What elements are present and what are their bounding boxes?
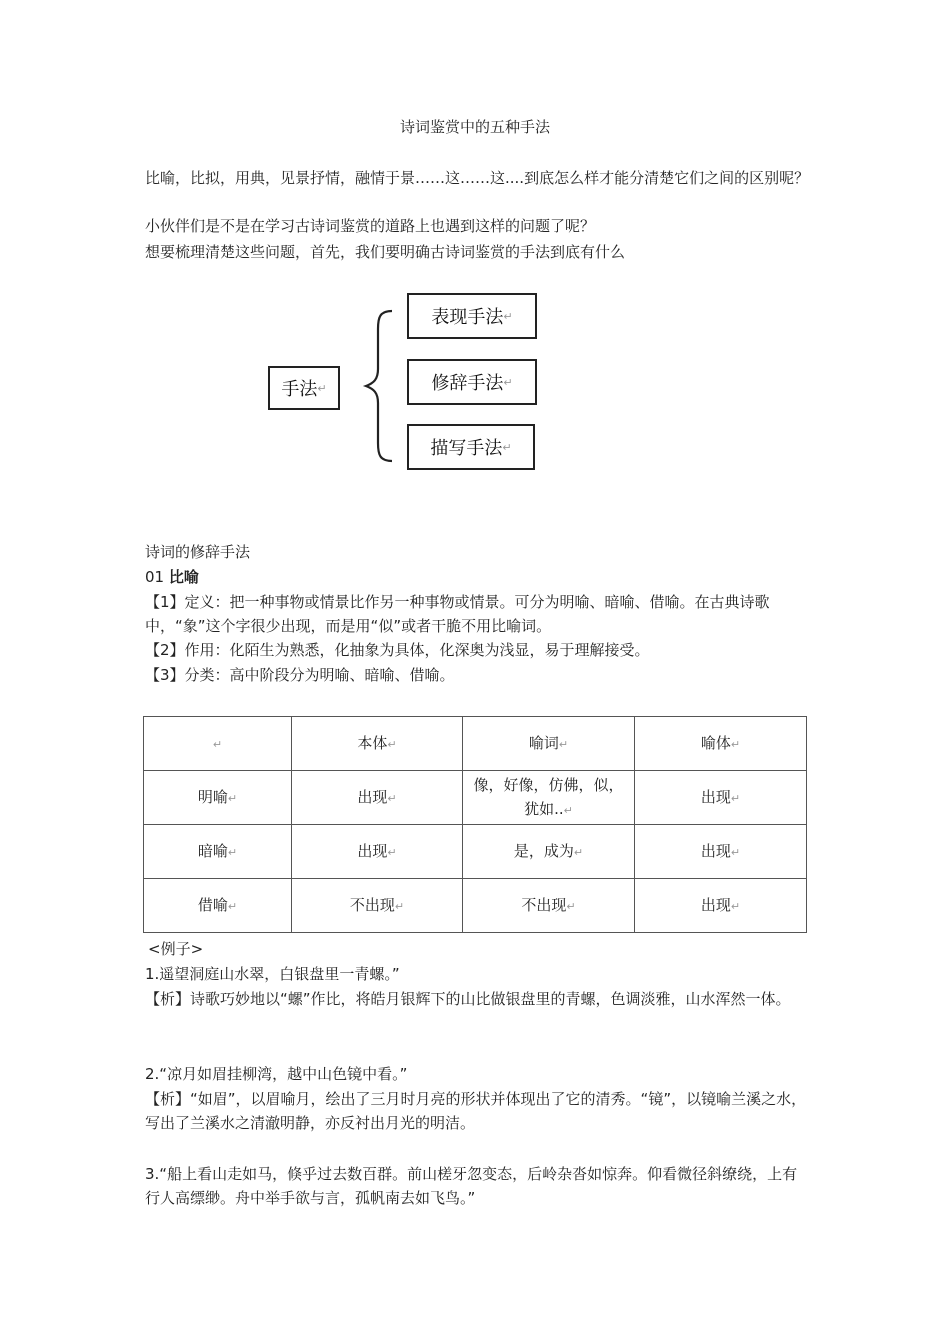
table-cell: 借喻↵	[144, 879, 292, 933]
return-mark: ↵	[563, 803, 573, 817]
example-quote-3: 3.“船上看山走如马，倏乎过去数百群。前山槎牙忽变态，后岭杂沓如惊奔。仰看微径斜缭绕，上有行人高缥缈。舟中举手欲与言，孤帆南去如飞鸟。”	[145, 1165, 798, 1207]
table-header-cell	[144, 717, 292, 771]
return-mark: ↵	[730, 791, 741, 805]
root-label: 手法	[281, 379, 318, 400]
table-cell: 不出现↵	[292, 879, 463, 933]
return-mark: ↵	[227, 899, 238, 913]
table-cell: 是，成为↵	[463, 825, 635, 879]
table-row	[144, 825, 807, 879]
root-box	[268, 366, 340, 410]
branch-box-3	[407, 424, 535, 470]
brace-icon	[360, 307, 400, 465]
table-cell: 像，好像，仿佛，似，犹如..↵	[463, 771, 635, 825]
return-mark: ↵	[387, 791, 397, 805]
branch-box-2	[407, 359, 537, 405]
return-mark: ↵	[387, 737, 397, 751]
branch-label-3: 描写手法	[430, 438, 503, 459]
return-mark: ↵	[394, 899, 405, 913]
return-mark: ↵	[573, 845, 584, 859]
table-cell: 暗喻↵	[144, 825, 292, 879]
example-analysis-2: 【析】“如眉”，以眉喻月，绘出了三月时月亮的形状并体现出了它的清秀。“镜”，以镜喻兰溪之水，写出了兰溪水之清澈明静，亦反衬出月光的明洁。	[145, 1090, 807, 1132]
section-heading: 诗词的修辞手法	[145, 543, 251, 561]
technique-diagram	[260, 285, 550, 485]
intro-paragraph-1: 比喻，比拟，用典，见景抒情，融情于景……这……这....到底怎么样才能分清楚它们之间的区别呢？	[145, 169, 810, 187]
branch-box-1	[407, 293, 537, 339]
table-cell: 出现↵	[635, 825, 807, 879]
table-cell: 出现↵	[292, 825, 463, 879]
return-mark: ↵	[387, 845, 397, 859]
subsection-heading	[145, 565, 810, 589]
return-mark: ↵	[730, 737, 741, 751]
page-title: 诗词鉴赏中的五种手法	[399, 118, 550, 136]
return-mark: ↵	[212, 737, 223, 751]
table-header-row	[144, 717, 807, 771]
examples-label: <例子>	[148, 940, 204, 958]
branch-label-1: 表现手法	[431, 307, 504, 328]
classification-point: 【3】分类：高中阶段分为明喻、暗喻、借喻。	[145, 666, 455, 684]
function-point: 【2】作用：化陌生为熟悉，化抽象为具体，化深奥为浅显，易于理解接受。	[145, 641, 650, 659]
intro-paragraph-2: 小伙伴们是不是在学习古诗词鉴赏的道路上也遇到这样的问题了呢？	[145, 217, 596, 235]
definition-point: 【1】定义：把一种事物或情景比作另一种事物或情景。可分为明喻、暗喻、借喻。在古典诗歌中，“象”这个字很少出现，而是用“似”或者干脆不用比喻词。	[145, 593, 770, 635]
table-cell: 不出现↵	[463, 879, 635, 933]
return-mark: ↵	[730, 845, 741, 859]
table-row	[144, 879, 807, 933]
return-mark: ↵	[227, 791, 238, 805]
intro-paragraph-3: 想要梳理清楚这些问题，首先，我们要明确古诗词鉴赏的手法到底有什么	[145, 243, 626, 261]
return-mark: ↵	[503, 375, 513, 389]
return-mark: ↵	[566, 899, 576, 913]
table-header-cell: 喻体↵	[635, 717, 807, 771]
table-cell: 明喻↵	[144, 771, 292, 825]
return-mark: ↵	[227, 845, 238, 859]
branch-label-2: 修辞手法	[431, 373, 504, 394]
table-cell: 出现↵	[292, 771, 463, 825]
subsection-number: 01	[145, 568, 165, 586]
table-header-cell: 喻词↵	[463, 717, 635, 771]
metaphor-table	[143, 716, 807, 933]
return-mark: ↵	[317, 381, 327, 395]
table-cell: 出现↵	[635, 771, 807, 825]
example-analysis-1: 【析】诗歌巧妙地以“螺”作比，将皓月银辉下的山比做银盘里的青螺，色调淡雅，山水浑然一体。	[145, 990, 791, 1008]
example-quote-2: 2.“凉月如眉挂柳湾，越中山色镜中看。”	[145, 1065, 408, 1083]
example-quote-1: 1.遥望洞庭山水翠，白银盘里一青螺。”	[145, 965, 400, 983]
return-mark: ↵	[558, 737, 569, 751]
return-mark: ↵	[503, 309, 513, 323]
return-mark: ↵	[502, 440, 512, 454]
table-cell: 出现↵	[635, 879, 807, 933]
table-header-cell: 本体↵	[292, 717, 463, 771]
return-mark: ↵	[730, 899, 741, 913]
subsection-title: 比喻	[168, 568, 199, 586]
table-row	[144, 771, 807, 825]
